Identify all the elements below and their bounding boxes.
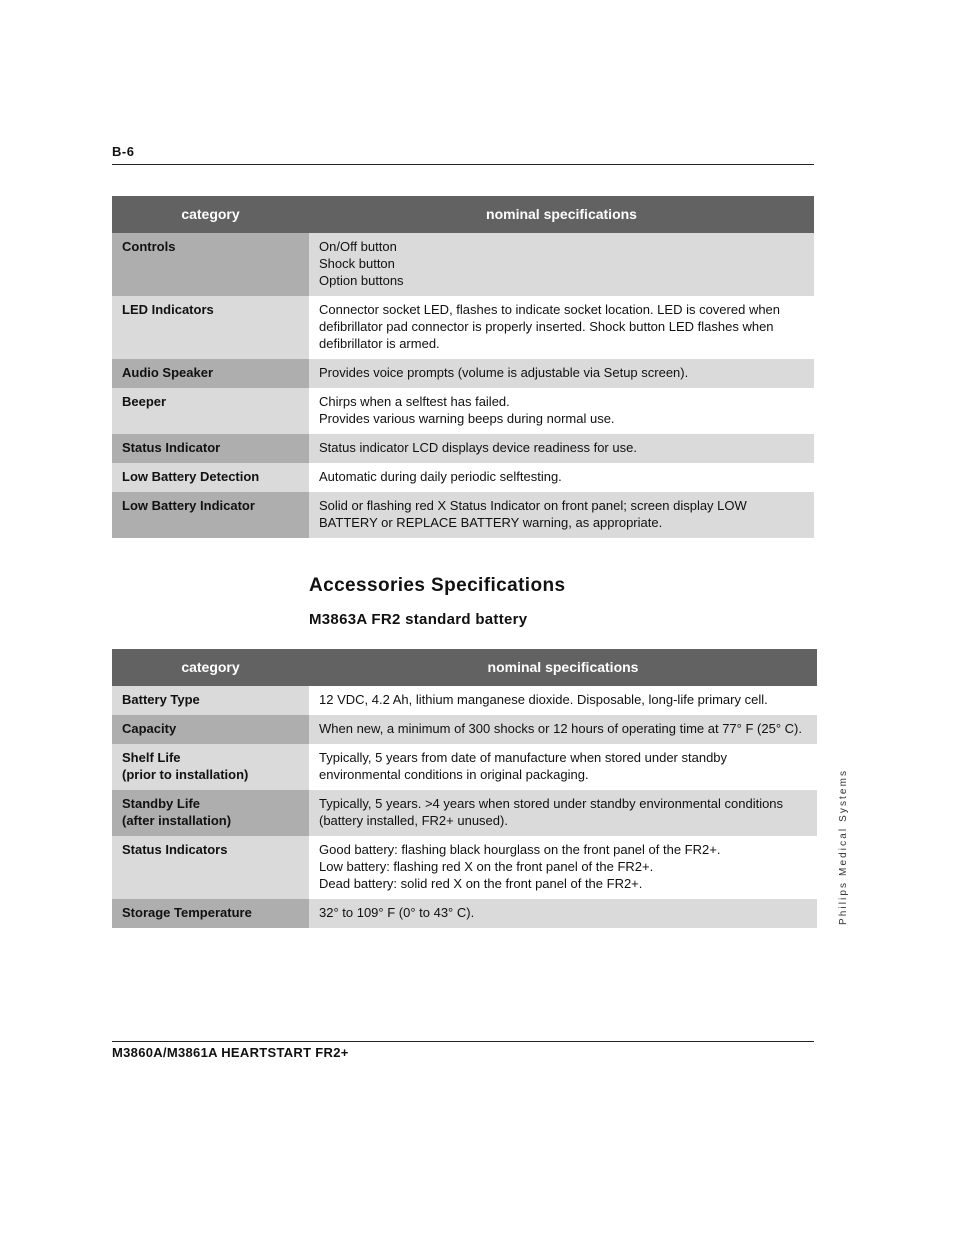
table-row bbox=[112, 359, 814, 388]
row-spec bbox=[309, 492, 814, 538]
table-row bbox=[112, 686, 817, 715]
controls-spec-table bbox=[112, 196, 814, 538]
spec-line: Good battery: flashing black hourglass on the front panel of the FR2+. bbox=[319, 842, 721, 857]
spec-line: Automatic during daily periodic selftesting. bbox=[319, 469, 562, 484]
spec-line: Dead battery: solid red X on the front panel of the FR2+. bbox=[319, 876, 643, 891]
row-category: Status Indicator bbox=[112, 434, 309, 463]
footer-title: M3860A/M3861A HEARTSTART FR2+ bbox=[112, 1045, 349, 1060]
spec-line: 32° to 109° F (0° to 43° C). bbox=[319, 905, 475, 920]
table-row bbox=[112, 899, 817, 928]
row-category: Controls bbox=[112, 233, 309, 296]
row-spec bbox=[309, 686, 817, 715]
row-category bbox=[112, 715, 309, 744]
section-subtitle: M3863A FR2 standard battery bbox=[309, 611, 528, 628]
publisher-side-label: Philips Medical Systems bbox=[838, 768, 849, 925]
spec-line: Chirps when a selftest has failed. bbox=[319, 394, 510, 409]
table-row bbox=[112, 715, 817, 744]
spec-line: Low battery: flashing red X on the front panel of the FR2+. bbox=[319, 859, 654, 874]
row-category: Audio Speaker bbox=[112, 359, 309, 388]
row-category: LED Indicators bbox=[112, 296, 309, 359]
row-category: Low Battery Indicator bbox=[112, 492, 309, 538]
category-line: (after installation) bbox=[122, 813, 232, 828]
table-header-row bbox=[112, 196, 814, 233]
spec-line: Connector socket LED, flashes to indicate socket location. LED is covered when defibrillator pad connector is properly inserted. Shock button LED flashes when defibrillator is armed. bbox=[319, 302, 784, 351]
spec-line: Status indicator LCD displays device readiness for use. bbox=[319, 440, 637, 455]
table-row bbox=[112, 233, 814, 296]
row-category: Low Battery Detection bbox=[112, 463, 309, 492]
spec-line: On/Off button bbox=[319, 239, 397, 254]
column-header-category: category bbox=[112, 196, 309, 233]
page-number: B-6 bbox=[112, 144, 135, 159]
row-category bbox=[112, 686, 309, 715]
category-line: Standby Life bbox=[122, 796, 201, 811]
footer-rule bbox=[112, 1041, 814, 1042]
spec-line: Provides voice prompts (volume is adjustable via Setup screen). bbox=[319, 365, 689, 380]
category-line: Status Indicators bbox=[122, 842, 228, 857]
row-spec bbox=[309, 899, 817, 928]
category-line: Capacity bbox=[122, 721, 177, 736]
category-line: Battery Type bbox=[122, 692, 200, 707]
spec-line: Solid or flashing red X Status Indicator on front panel; screen display LOW BATTERY or REPLACE BATTERY warning, as appropriate. bbox=[319, 498, 751, 530]
category-line: Shelf Life bbox=[122, 750, 181, 765]
table-row bbox=[112, 463, 814, 492]
row-spec bbox=[309, 296, 814, 359]
row-spec bbox=[309, 836, 817, 899]
table-row bbox=[112, 836, 817, 899]
row-spec bbox=[309, 233, 814, 296]
row-category bbox=[112, 836, 309, 899]
header-rule bbox=[112, 164, 814, 165]
row-spec bbox=[309, 744, 817, 790]
spec-line: 12 VDC, 4.2 Ah, lithium manganese dioxide. Disposable, long-life primary cell. bbox=[319, 692, 768, 707]
row-spec bbox=[309, 388, 814, 434]
row-spec bbox=[309, 790, 817, 836]
table-row bbox=[112, 434, 814, 463]
spec-line: Typically, 5 years. >4 years when stored under standby environmental conditions (battery installed, FR2+ unused). bbox=[319, 796, 787, 828]
table-row bbox=[112, 744, 817, 790]
column-header-specifications: nominal specifications bbox=[309, 649, 817, 686]
battery-spec-table bbox=[112, 649, 817, 928]
spec-line: Provides various warning beeps during normal use. bbox=[319, 411, 615, 426]
section-title: Accessories Specifications bbox=[309, 575, 566, 596]
row-category: Beeper bbox=[112, 388, 309, 434]
table-row bbox=[112, 790, 817, 836]
spec-line: Option buttons bbox=[319, 273, 404, 288]
table-row bbox=[112, 492, 814, 538]
row-category bbox=[112, 744, 309, 790]
column-header-specifications: nominal specifications bbox=[309, 196, 814, 233]
row-category bbox=[112, 899, 309, 928]
row-spec bbox=[309, 434, 814, 463]
row-spec bbox=[309, 463, 814, 492]
category-line: Storage Temperature bbox=[122, 905, 252, 920]
table-row bbox=[112, 296, 814, 359]
table-row bbox=[112, 388, 814, 434]
spec-line: When new, a minimum of 300 shocks or 12 hours of operating time at 77° F (25° C). bbox=[319, 721, 802, 736]
spec-line: Shock button bbox=[319, 256, 395, 271]
column-header-category: category bbox=[112, 649, 309, 686]
category-line: (prior to installation) bbox=[122, 767, 249, 782]
spec-line: Typically, 5 years from date of manufacture when stored under standby environmental conditions in original packaging. bbox=[319, 750, 731, 782]
table-header-row bbox=[112, 649, 817, 686]
row-spec bbox=[309, 359, 814, 388]
row-spec bbox=[309, 715, 817, 744]
row-category bbox=[112, 790, 309, 836]
